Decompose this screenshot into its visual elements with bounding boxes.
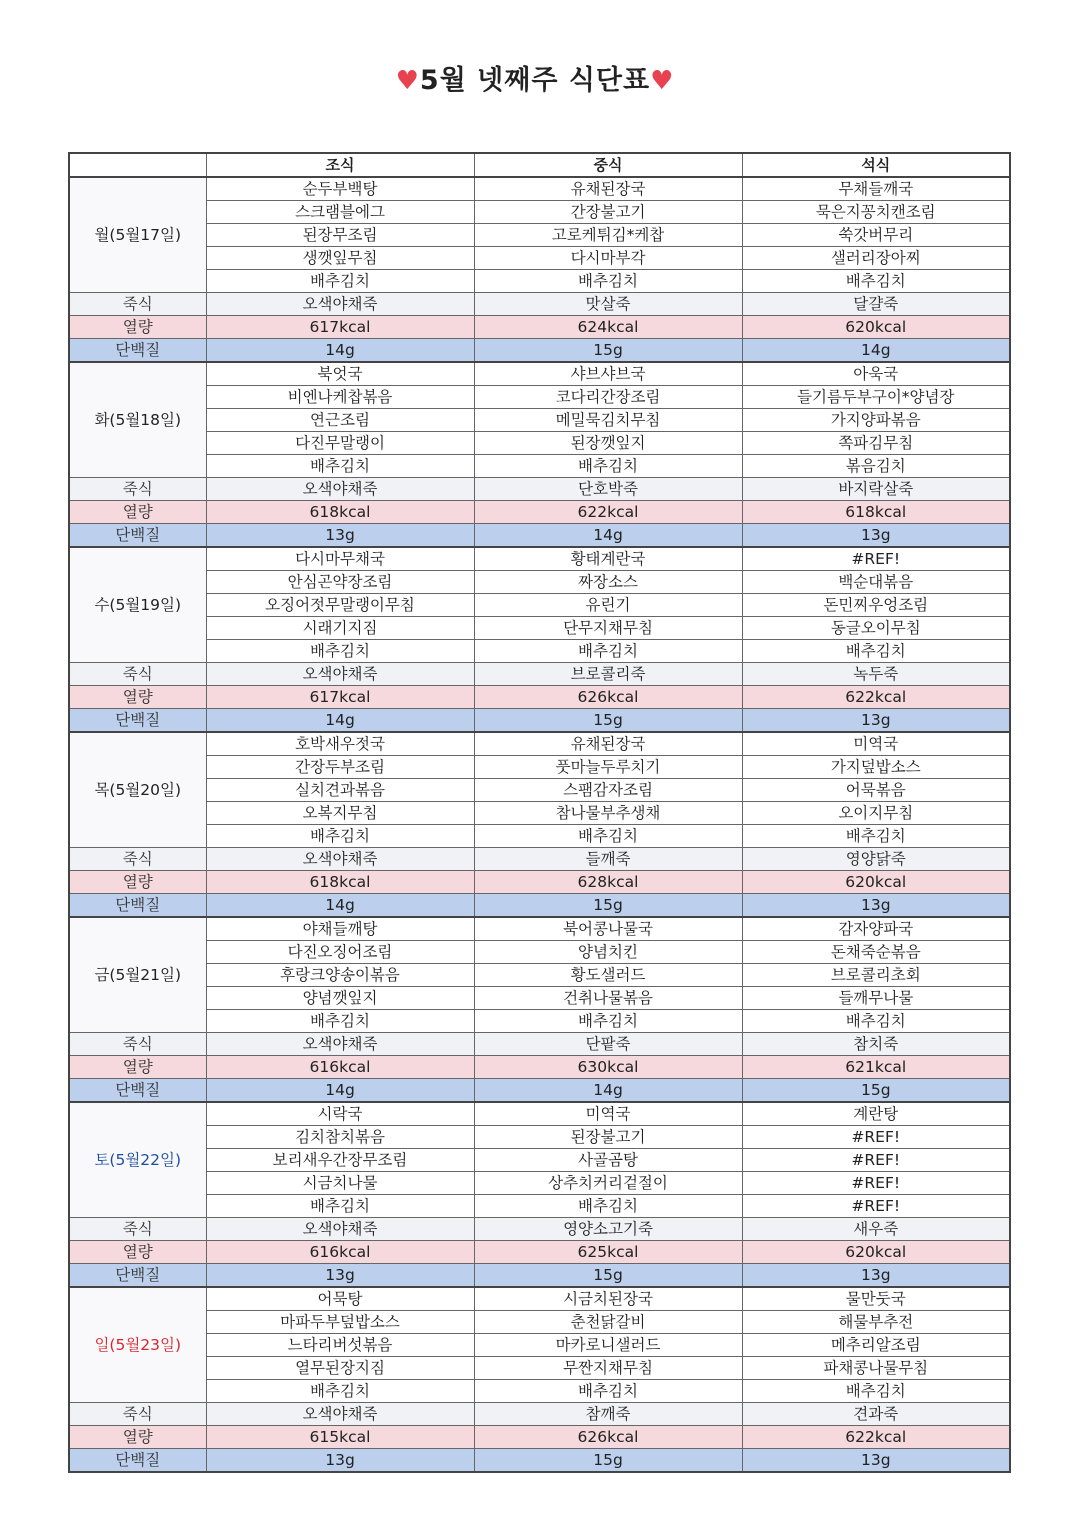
lunch-dish: 참나물부추생채: [474, 802, 742, 825]
dinner-calories: 622kcal: [742, 1426, 1010, 1449]
dinner-protein: 14g: [742, 339, 1010, 363]
lunch-protein: 15g: [474, 339, 742, 363]
calories-label: 열량: [69, 316, 206, 339]
dinner-dish: 동글오이무침: [742, 617, 1010, 640]
dinner-porridge: 참치죽: [742, 1033, 1010, 1056]
protein-label: 단백질: [69, 894, 206, 918]
breakfast-dish: 마파두부덮밥소스: [206, 1311, 474, 1334]
lunch-dish: 무짠지채무침: [474, 1357, 742, 1380]
breakfast-dish: 열무된장지짐: [206, 1357, 474, 1380]
dinner-protein: 13g: [742, 1449, 1010, 1473]
protein-label: 단백질: [69, 709, 206, 733]
porridge-row: [69, 478, 1010, 501]
lunch-dish: 풋마늘두루치기: [474, 756, 742, 779]
porridge-label: 죽식: [69, 1218, 206, 1241]
dinner-porridge: 바지락살죽: [742, 478, 1010, 501]
breakfast-porridge: 오색야채죽: [206, 293, 474, 316]
breakfast-dish: 북엇국: [206, 362, 474, 386]
dinner-dish: 배추김치: [742, 270, 1010, 293]
dinner-dish: 묵은지꽁치캔조림: [742, 201, 1010, 224]
breakfast-porridge: 오색야채죽: [206, 1033, 474, 1056]
table-row: [69, 917, 1010, 941]
lunch-calories: 625kcal: [474, 1241, 742, 1264]
lunch-calories: 626kcal: [474, 686, 742, 709]
table-row: [69, 594, 1010, 617]
breakfast-porridge: 오색야채죽: [206, 663, 474, 686]
dinner-dish: 가지양파볶음: [742, 409, 1010, 432]
lunch-porridge: 브로콜리죽: [474, 663, 742, 686]
breakfast-porridge: 오색야채죽: [206, 478, 474, 501]
dinner-porridge: 견과죽: [742, 1403, 1010, 1426]
lunch-dish: 단무지채무침: [474, 617, 742, 640]
lunch-porridge: 들깨죽: [474, 848, 742, 871]
breakfast-calories: 616kcal: [206, 1056, 474, 1079]
protein-row: [69, 1079, 1010, 1103]
meal-plan-table: [68, 152, 1011, 1473]
breakfast-porridge: 오색야채죽: [206, 848, 474, 871]
lunch-dish: 코다리간장조림: [474, 386, 742, 409]
breakfast-calories: 618kcal: [206, 501, 474, 524]
breakfast-dish: 비엔나케찹볶음: [206, 386, 474, 409]
day-label: 목(5월20일): [69, 732, 206, 848]
protein-label: 단백질: [69, 1264, 206, 1288]
lunch-porridge: 맛살죽: [474, 293, 742, 316]
calories-label: 열량: [69, 686, 206, 709]
breakfast-protein: 13g: [206, 524, 474, 548]
dinner-dish: 돈채죽순볶음: [742, 941, 1010, 964]
protein-row: [69, 1264, 1010, 1288]
lunch-dish: 간장불고기: [474, 201, 742, 224]
lunch-dish: 유채된장국: [474, 732, 742, 756]
breakfast-dish: 배추김치: [206, 1380, 474, 1403]
dinner-dish: 감자양파국: [742, 917, 1010, 941]
dinner-dish: #REF!: [742, 1172, 1010, 1195]
breakfast-dish: 양념깻잎지: [206, 987, 474, 1010]
lunch-dish: 배추김치: [474, 1380, 742, 1403]
lunch-dish: 배추김치: [474, 825, 742, 848]
breakfast-dish: 야채들깨탕: [206, 917, 474, 941]
lunch-calories: 630kcal: [474, 1056, 742, 1079]
lunch-dish: 짜장소스: [474, 571, 742, 594]
dinner-dish: 쪽파김무침: [742, 432, 1010, 455]
page-title: [0, 58, 1070, 97]
dinner-dish: #REF!: [742, 1149, 1010, 1172]
breakfast-dish: 된장무조림: [206, 224, 474, 247]
table-row: [69, 1311, 1010, 1334]
table-row: [69, 409, 1010, 432]
breakfast-dish: 시금치나물: [206, 1172, 474, 1195]
dinner-calories: 620kcal: [742, 316, 1010, 339]
breakfast-porridge: 오색야채죽: [206, 1218, 474, 1241]
dinner-dish: 파채콩나물무침: [742, 1357, 1010, 1380]
breakfast-dish: 배추김치: [206, 1195, 474, 1218]
breakfast-dish: 느타리버섯볶음: [206, 1334, 474, 1357]
header-breakfast: 조식: [206, 153, 474, 177]
day-label: 토(5월22일): [69, 1102, 206, 1218]
dinner-dish: 어묵볶음: [742, 779, 1010, 802]
table-row: [69, 802, 1010, 825]
lunch-dish: 황도샐러드: [474, 964, 742, 987]
table-row: [69, 617, 1010, 640]
dinner-protein: 13g: [742, 894, 1010, 918]
porridge-row: [69, 1218, 1010, 1241]
breakfast-dish: 보리새우간장무조림: [206, 1149, 474, 1172]
porridge-row: [69, 1403, 1010, 1426]
table-row: [69, 547, 1010, 571]
breakfast-dish: 연근조림: [206, 409, 474, 432]
table-row: [69, 1102, 1010, 1126]
table-row: [69, 386, 1010, 409]
calories-row: [69, 316, 1010, 339]
table-row: [69, 1357, 1010, 1380]
breakfast-dish: 다진무말랭이: [206, 432, 474, 455]
breakfast-dish: 김치참치볶음: [206, 1126, 474, 1149]
porridge-label: 죽식: [69, 1033, 206, 1056]
table-row: [69, 779, 1010, 802]
lunch-dish: 배추김치: [474, 270, 742, 293]
dinner-dish: 물만둣국: [742, 1287, 1010, 1311]
dinner-dish: 볶음김치: [742, 455, 1010, 478]
dinner-porridge: 녹두죽: [742, 663, 1010, 686]
dinner-protein: 13g: [742, 524, 1010, 548]
porridge-label: 죽식: [69, 478, 206, 501]
breakfast-dish: 순두부백탕: [206, 177, 474, 201]
breakfast-dish: 어묵탕: [206, 1287, 474, 1311]
breakfast-dish: 호박새우젓국: [206, 732, 474, 756]
dinner-dish: 미역국: [742, 732, 1010, 756]
breakfast-calories: 616kcal: [206, 1241, 474, 1264]
lunch-porridge: 단팥죽: [474, 1033, 742, 1056]
dinner-dish: 배추김치: [742, 825, 1010, 848]
lunch-dish: 샤브샤브국: [474, 362, 742, 386]
lunch-dish: 북어콩나물국: [474, 917, 742, 941]
lunch-dish: 메밀묵김치무침: [474, 409, 742, 432]
dinner-dish: 배추김치: [742, 1380, 1010, 1403]
breakfast-dish: 배추김치: [206, 1010, 474, 1033]
lunch-dish: 시금치된장국: [474, 1287, 742, 1311]
table-row: [69, 1172, 1010, 1195]
breakfast-dish: 간장두부조림: [206, 756, 474, 779]
lunch-dish: 상추치커리겉절이: [474, 1172, 742, 1195]
lunch-dish: 된장깻잎지: [474, 432, 742, 455]
lunch-protein: 15g: [474, 894, 742, 918]
dinner-dish: 백순대볶음: [742, 571, 1010, 594]
lunch-dish: 스팸감자조림: [474, 779, 742, 802]
dinner-dish: 돈민찌우엉조림: [742, 594, 1010, 617]
dinner-dish: 배추김치: [742, 1010, 1010, 1033]
dinner-dish: 해물부추전: [742, 1311, 1010, 1334]
lunch-dish: 춘천닭갈비: [474, 1311, 742, 1334]
calories-row: [69, 501, 1010, 524]
porridge-row: [69, 663, 1010, 686]
lunch-protein: 15g: [474, 1449, 742, 1473]
dinner-porridge: 달걀죽: [742, 293, 1010, 316]
dinner-calories: 620kcal: [742, 871, 1010, 894]
header-dinner: 석식: [742, 153, 1010, 177]
table-row: [69, 224, 1010, 247]
dinner-protein: 13g: [742, 1264, 1010, 1288]
dinner-porridge: 새우죽: [742, 1218, 1010, 1241]
breakfast-dish: 배추김치: [206, 455, 474, 478]
lunch-dish: 배추김치: [474, 1010, 742, 1033]
dinner-dish: 들깨무나물: [742, 987, 1010, 1010]
protein-row: [69, 339, 1010, 363]
table-row: [69, 987, 1010, 1010]
porridge-label: 죽식: [69, 848, 206, 871]
breakfast-calories: 617kcal: [206, 686, 474, 709]
dinner-calories: 621kcal: [742, 1056, 1010, 1079]
day-label: 화(5월18일): [69, 362, 206, 478]
breakfast-dish: 후랑크양송이볶음: [206, 964, 474, 987]
lunch-calories: 626kcal: [474, 1426, 742, 1449]
lunch-dish: 배추김치: [474, 640, 742, 663]
dinner-calories: 620kcal: [742, 1241, 1010, 1264]
protein-label: 단백질: [69, 339, 206, 363]
breakfast-dish: 오징어젓무말랭이무침: [206, 594, 474, 617]
breakfast-dish: 생깻잎무침: [206, 247, 474, 270]
porridge-label: 죽식: [69, 293, 206, 316]
table-row: [69, 1287, 1010, 1311]
table-body: [69, 177, 1010, 1472]
porridge-row: [69, 1033, 1010, 1056]
heart-icon: ♥: [395, 66, 420, 96]
protein-row: [69, 1449, 1010, 1473]
table-row: [69, 432, 1010, 455]
day-label: 금(5월21일): [69, 917, 206, 1033]
lunch-protein: 15g: [474, 1264, 742, 1288]
breakfast-protein: 14g: [206, 709, 474, 733]
calories-label: 열량: [69, 871, 206, 894]
table-row: [69, 964, 1010, 987]
lunch-calories: 624kcal: [474, 316, 742, 339]
lunch-protein: 14g: [474, 524, 742, 548]
breakfast-dish: 배추김치: [206, 825, 474, 848]
table-row: [69, 732, 1010, 756]
table-row: [69, 1380, 1010, 1403]
breakfast-protein: 13g: [206, 1449, 474, 1473]
dinner-dish: #REF!: [742, 1126, 1010, 1149]
dinner-protein: 15g: [742, 1079, 1010, 1103]
breakfast-calories: 615kcal: [206, 1426, 474, 1449]
lunch-porridge: 영양소고기죽: [474, 1218, 742, 1241]
table-row: [69, 177, 1010, 201]
breakfast-dish: 시래기지짐: [206, 617, 474, 640]
lunch-dish: 양념치킨: [474, 941, 742, 964]
dinner-porridge: 영양닭죽: [742, 848, 1010, 871]
porridge-row: [69, 848, 1010, 871]
table-row: [69, 941, 1010, 964]
table-row: [69, 270, 1010, 293]
protein-label: 단백질: [69, 524, 206, 548]
calories-row: [69, 871, 1010, 894]
porridge-row: [69, 293, 1010, 316]
header-lunch: 중식: [474, 153, 742, 177]
table-row: [69, 455, 1010, 478]
breakfast-porridge: 오색야채죽: [206, 1403, 474, 1426]
breakfast-protein: 13g: [206, 1264, 474, 1288]
lunch-calories: 622kcal: [474, 501, 742, 524]
breakfast-calories: 617kcal: [206, 316, 474, 339]
table-row: [69, 362, 1010, 386]
dinner-dish: 아욱국: [742, 362, 1010, 386]
breakfast-protein: 14g: [206, 1079, 474, 1103]
calories-label: 열량: [69, 1426, 206, 1449]
dinner-dish: 들기름두부구이*양념장: [742, 386, 1010, 409]
lunch-dish: 건취나물볶음: [474, 987, 742, 1010]
calories-row: [69, 1426, 1010, 1449]
lunch-calories: 628kcal: [474, 871, 742, 894]
table-row: [69, 201, 1010, 224]
calories-row: [69, 1056, 1010, 1079]
protein-row: [69, 524, 1010, 548]
calories-label: 열량: [69, 1241, 206, 1264]
table-row: [69, 1010, 1010, 1033]
porridge-label: 죽식: [69, 1403, 206, 1426]
breakfast-calories: 618kcal: [206, 871, 474, 894]
breakfast-dish: 안심곤약장조림: [206, 571, 474, 594]
table-row: [69, 1334, 1010, 1357]
dinner-dish: 무채들깨국: [742, 177, 1010, 201]
dinner-dish: #REF!: [742, 547, 1010, 571]
lunch-porridge: 참깨죽: [474, 1403, 742, 1426]
lunch-dish: 황태계란국: [474, 547, 742, 571]
dinner-dish: 브로콜리초회: [742, 964, 1010, 987]
breakfast-dish: 오복지무침: [206, 802, 474, 825]
dinner-dish: 쑥갓버무리: [742, 224, 1010, 247]
calories-label: 열량: [69, 501, 206, 524]
breakfast-dish: 배추김치: [206, 640, 474, 663]
lunch-porridge: 단호박죽: [474, 478, 742, 501]
dinner-protein: 13g: [742, 709, 1010, 733]
dinner-dish: 계란탕: [742, 1102, 1010, 1126]
dinner-dish: #REF!: [742, 1195, 1010, 1218]
lunch-dish: 유채된장국: [474, 177, 742, 201]
breakfast-dish: 시락국: [206, 1102, 474, 1126]
dinner-dish: 배추김치: [742, 640, 1010, 663]
calories-row: [69, 1241, 1010, 1264]
breakfast-dish: 배추김치: [206, 270, 474, 293]
calories-row: [69, 686, 1010, 709]
lunch-protein: 14g: [474, 1079, 742, 1103]
table-row: [69, 247, 1010, 270]
day-label: 월(5월17일): [69, 177, 206, 293]
table-row: [69, 571, 1010, 594]
day-label: 일(5월23일): [69, 1287, 206, 1403]
calories-label: 열량: [69, 1056, 206, 1079]
breakfast-dish: 실치견과볶음: [206, 779, 474, 802]
breakfast-dish: 다진오징어조림: [206, 941, 474, 964]
lunch-dish: 고로케튀김*케찹: [474, 224, 742, 247]
breakfast-protein: 14g: [206, 894, 474, 918]
dinner-dish: 가지덮밥소스: [742, 756, 1010, 779]
table-row: [69, 1195, 1010, 1218]
table-row: [69, 1149, 1010, 1172]
table-row: [69, 756, 1010, 779]
lunch-dish: 미역국: [474, 1102, 742, 1126]
lunch-dish: 다시마부각: [474, 247, 742, 270]
header-corner: [69, 153, 206, 177]
breakfast-protein: 14g: [206, 339, 474, 363]
breakfast-dish: 다시마무채국: [206, 547, 474, 571]
dinner-dish: 샐러리장아찌: [742, 247, 1010, 270]
protein-label: 단백질: [69, 1079, 206, 1103]
breakfast-dish: 스크램블에그: [206, 201, 474, 224]
dinner-dish: 메추리알조림: [742, 1334, 1010, 1357]
porridge-label: 죽식: [69, 663, 206, 686]
day-label: 수(5월19일): [69, 547, 206, 663]
table-header-row: [69, 153, 1010, 177]
lunch-dish: 된장불고기: [474, 1126, 742, 1149]
lunch-dish: 사골곰탕: [474, 1149, 742, 1172]
dinner-dish: 오이지무침: [742, 802, 1010, 825]
dinner-calories: 618kcal: [742, 501, 1010, 524]
protein-row: [69, 894, 1010, 918]
protein-row: [69, 709, 1010, 733]
table-row: [69, 1126, 1010, 1149]
heart-icon: ♥: [650, 66, 675, 96]
lunch-dish: 배추김치: [474, 455, 742, 478]
page-title-text: 5월 넷째주 식단표: [419, 65, 651, 96]
lunch-protein: 15g: [474, 709, 742, 733]
lunch-dish: 마카로니샐러드: [474, 1334, 742, 1357]
dinner-calories: 622kcal: [742, 686, 1010, 709]
table-row: [69, 640, 1010, 663]
lunch-dish: 유린기: [474, 594, 742, 617]
table-row: [69, 825, 1010, 848]
protein-label: 단백질: [69, 1449, 206, 1473]
lunch-dish: 배추김치: [474, 1195, 742, 1218]
